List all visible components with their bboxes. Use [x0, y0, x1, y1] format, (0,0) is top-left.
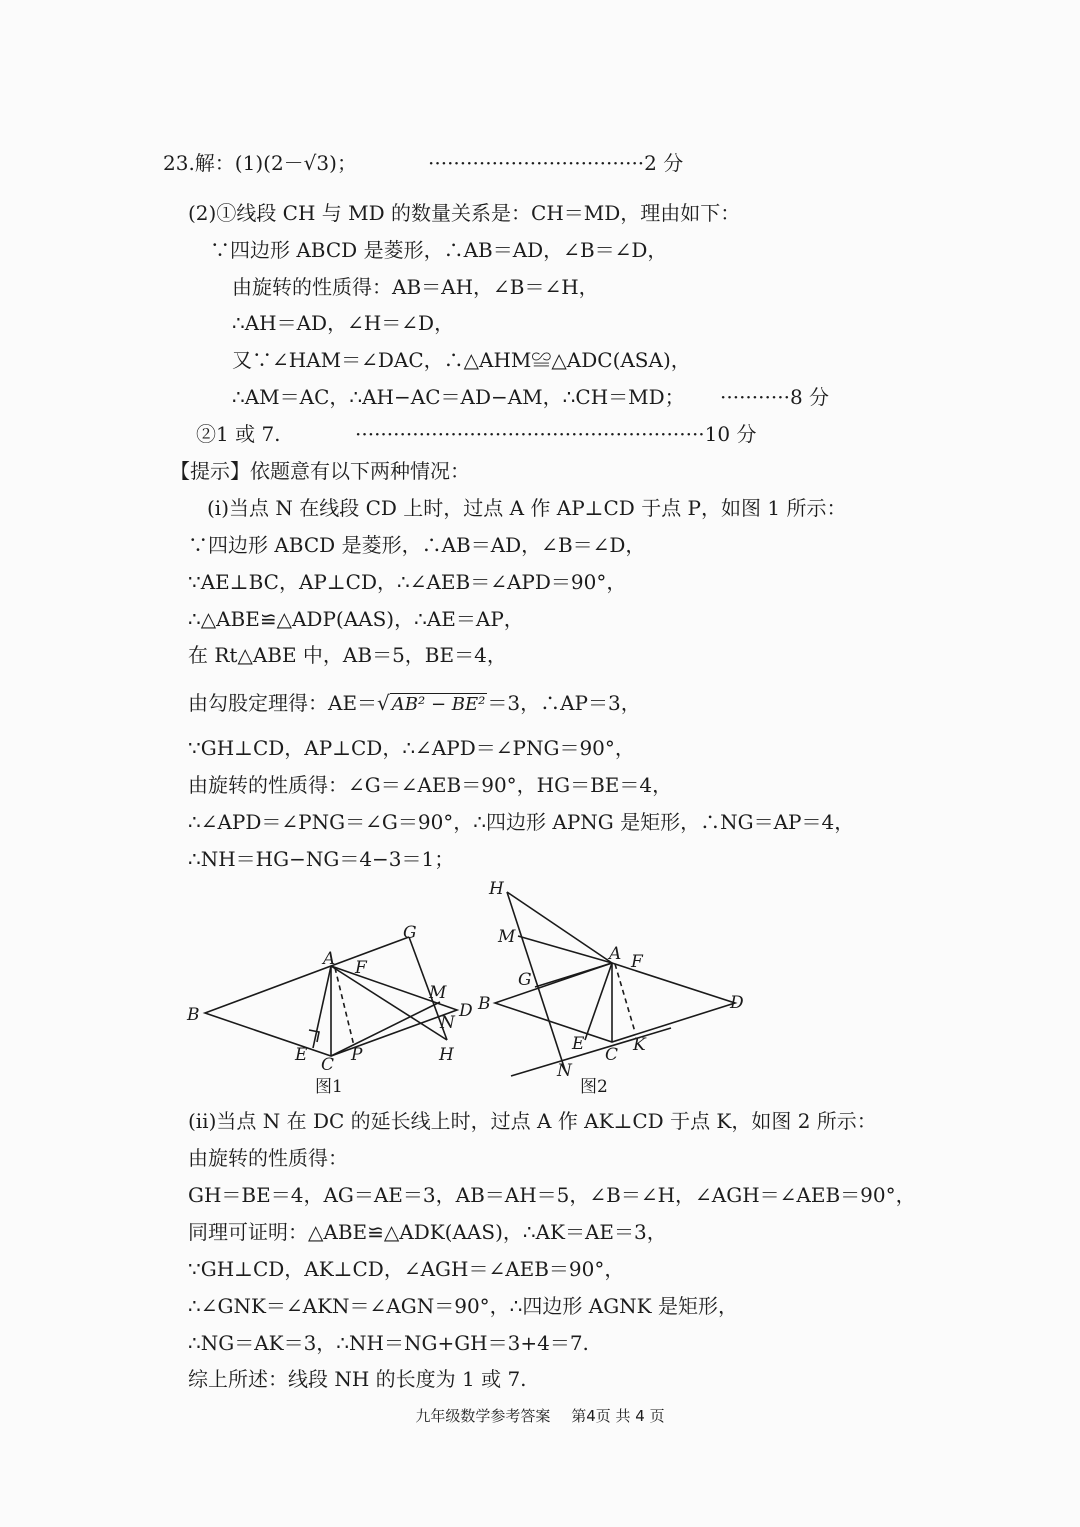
fig1-label-e: E — [295, 1045, 308, 1065]
answer-line: ∴AH＝AD，∠H＝∠D， — [232, 311, 455, 335]
fig1-ae — [313, 966, 331, 1048]
hint-title: 【提示】依题意有以下两种情况： — [170, 459, 470, 483]
hint-case2-line: GH＝BE＝4，AG＝AE＝3，AB＝AH＝5，∠B＝∠H，∠AGH＝∠AEB＝90°， — [188, 1183, 916, 1207]
hint-case1-line: ∵四边形 ABCD 是菱形，∴AB＝AD，∠B＝∠D， — [188, 533, 646, 557]
line8-dots: ··········· — [720, 385, 790, 409]
part2-score-line — [355, 421, 756, 447]
hint-case2-line: 由旋转的性质得： — [188, 1146, 348, 1170]
fig1-label-c: C — [321, 1055, 335, 1075]
fig1-label-b: B — [187, 1005, 200, 1025]
fig2-label-g: G — [518, 970, 532, 990]
answer-line: (2)①线段 CH 与 MD 的数量关系是：CH＝MD，理由如下： — [188, 201, 741, 225]
line8-text: ∴AM＝AC，∴AH−AC＝AD−AM，∴CH＝MD； — [232, 385, 685, 409]
fig1-label-m: M — [429, 983, 447, 1003]
hint-case2-line: ∴∠GNK＝∠AKN＝∠AGN＝90°，∴四边形 AGNK 是矩形， — [188, 1294, 738, 1318]
fig2-ah — [507, 892, 612, 963]
fig1-label-g: G — [403, 923, 417, 943]
answer-line-8 — [232, 384, 685, 410]
fig2-label-h: H — [489, 880, 504, 899]
pythagoras-line — [188, 690, 641, 718]
fig2-label-b: B — [478, 994, 491, 1014]
fig1-caption: 图1 — [315, 1077, 343, 1097]
fig2-label-a: A — [609, 944, 622, 964]
fig1-ah — [331, 966, 447, 1040]
hint-conclusion: 综上所述：线段 NH 的长度为 1 或 7. — [188, 1367, 527, 1391]
fig2-label-c: C — [605, 1045, 619, 1065]
fig2-caption: 图2 — [580, 1077, 608, 1097]
page-footer — [0, 1405, 1080, 1426]
hint-case1-line: 在 Rt△ABE 中，AB＝5，BE＝4， — [188, 643, 507, 667]
answer-line: 由旋转的性质得：AB＝AH，∠B＝∠H， — [232, 275, 599, 299]
pyth-radicand: AB² − BE² — [391, 694, 486, 715]
fig2-label-m: M — [498, 927, 516, 947]
hint-case1b-line: ∴∠APD＝∠PNG＝∠G＝90°，∴四边形 APNG 是矩形，∴NG＝AP＝4， — [188, 810, 855, 834]
fig1-label-h: H — [439, 1045, 454, 1065]
hint-case2-line: ∵GH⊥CD，AK⊥CD，∠AGH＝∠AEB＝90°， — [188, 1257, 625, 1281]
hint-case1b-line: 由旋转的性质得：∠G＝∠AEB＝90°，HG＝BE＝4， — [188, 773, 673, 797]
footer-title: 九年级数学参考答案 — [415, 1407, 551, 1425]
fig1-label-a: A — [323, 949, 336, 969]
fig2-label-k: K — [633, 1035, 646, 1055]
fig2-label-e: E — [572, 1034, 585, 1054]
footer-page: 第4页 共 4 页 — [571, 1407, 665, 1425]
fig2-ak — [615, 964, 635, 1032]
fig1-label-d: D — [459, 1001, 473, 1021]
fig1-cm — [331, 1002, 440, 1056]
pyth-prefix: 由勾股定理得：AE＝ — [188, 691, 378, 715]
part1-dots: ·································· — [428, 151, 645, 175]
line8-score-line — [720, 384, 829, 410]
answer-line: 又∵∠HAM＝∠DAC，∴△AHM≌△ADC(ASA)， — [232, 348, 691, 372]
fig2-ag — [535, 963, 612, 987]
fig2-am — [518, 936, 612, 963]
part2-score: 10 分 — [704, 422, 757, 446]
hint-case1-line: (ⅰ)当点 N 在线段 CD 上时，过点 A 作 AP⊥CD 于点 P，如图 1 所示： — [207, 496, 847, 520]
fig1-label-f: F — [355, 958, 367, 978]
hint-case2-line: 同理可证明：△ABE≌△ADK(AAS)，∴AK＝AE＝3， — [188, 1220, 667, 1244]
answer-part1 — [163, 150, 357, 176]
fig1-label-n: N — [440, 1013, 455, 1033]
line8-score: 8 分 — [789, 385, 830, 409]
part1-score-line — [428, 150, 683, 176]
hint-case2-line: ∴NG＝AK＝3，∴NH＝NG+GH＝3+4＝7. — [188, 1331, 589, 1355]
hint-case1b-line: ∵GH⊥CD，AP⊥CD，∴∠APD＝∠PNG＝90°， — [188, 736, 635, 760]
fig1-label-p: P — [351, 1045, 363, 1065]
fig2-label-f: F — [631, 952, 643, 972]
figure-2 — [477, 880, 744, 1097]
part1-score: 2 分 — [644, 151, 684, 175]
hint-case1b-line: ∴NH＝HG−NG＝4−3＝1； — [188, 847, 455, 871]
answer-line: ∵四边形 ABCD 是菱形，∴AB＝AD，∠B＝∠D， — [210, 238, 668, 262]
figure-1 — [186, 923, 473, 1097]
part1-value: (2－√3)； — [263, 151, 357, 175]
fig2-ae — [585, 963, 612, 1040]
fig2-label-n: N — [557, 1061, 572, 1081]
part1-label: 23.解：(1) — [163, 151, 264, 175]
pyth-suffix: ＝3，∴AP＝3， — [487, 691, 641, 715]
radical-sign: √ — [377, 691, 390, 715]
answer-part2: ②1 或 7. — [196, 422, 281, 446]
geometry-figures — [185, 880, 925, 1102]
hint-case1-line: ∴△ABE≌△ADP(AAS)，∴AE＝AP， — [188, 607, 524, 631]
fig1-ag — [331, 937, 409, 966]
fig2-label-d: D — [730, 993, 744, 1013]
hint-case1-line: ∵AE⊥BC，AP⊥CD，∴∠AEB＝∠APD＝90°， — [188, 570, 627, 594]
part2-dots: ······················································· — [355, 422, 705, 446]
hint-case2-line: (ⅱ)当点 N 在 DC 的延长线上时，过点 A 作 AK⊥CD 于点 K，如图 2 所示： — [188, 1109, 877, 1133]
